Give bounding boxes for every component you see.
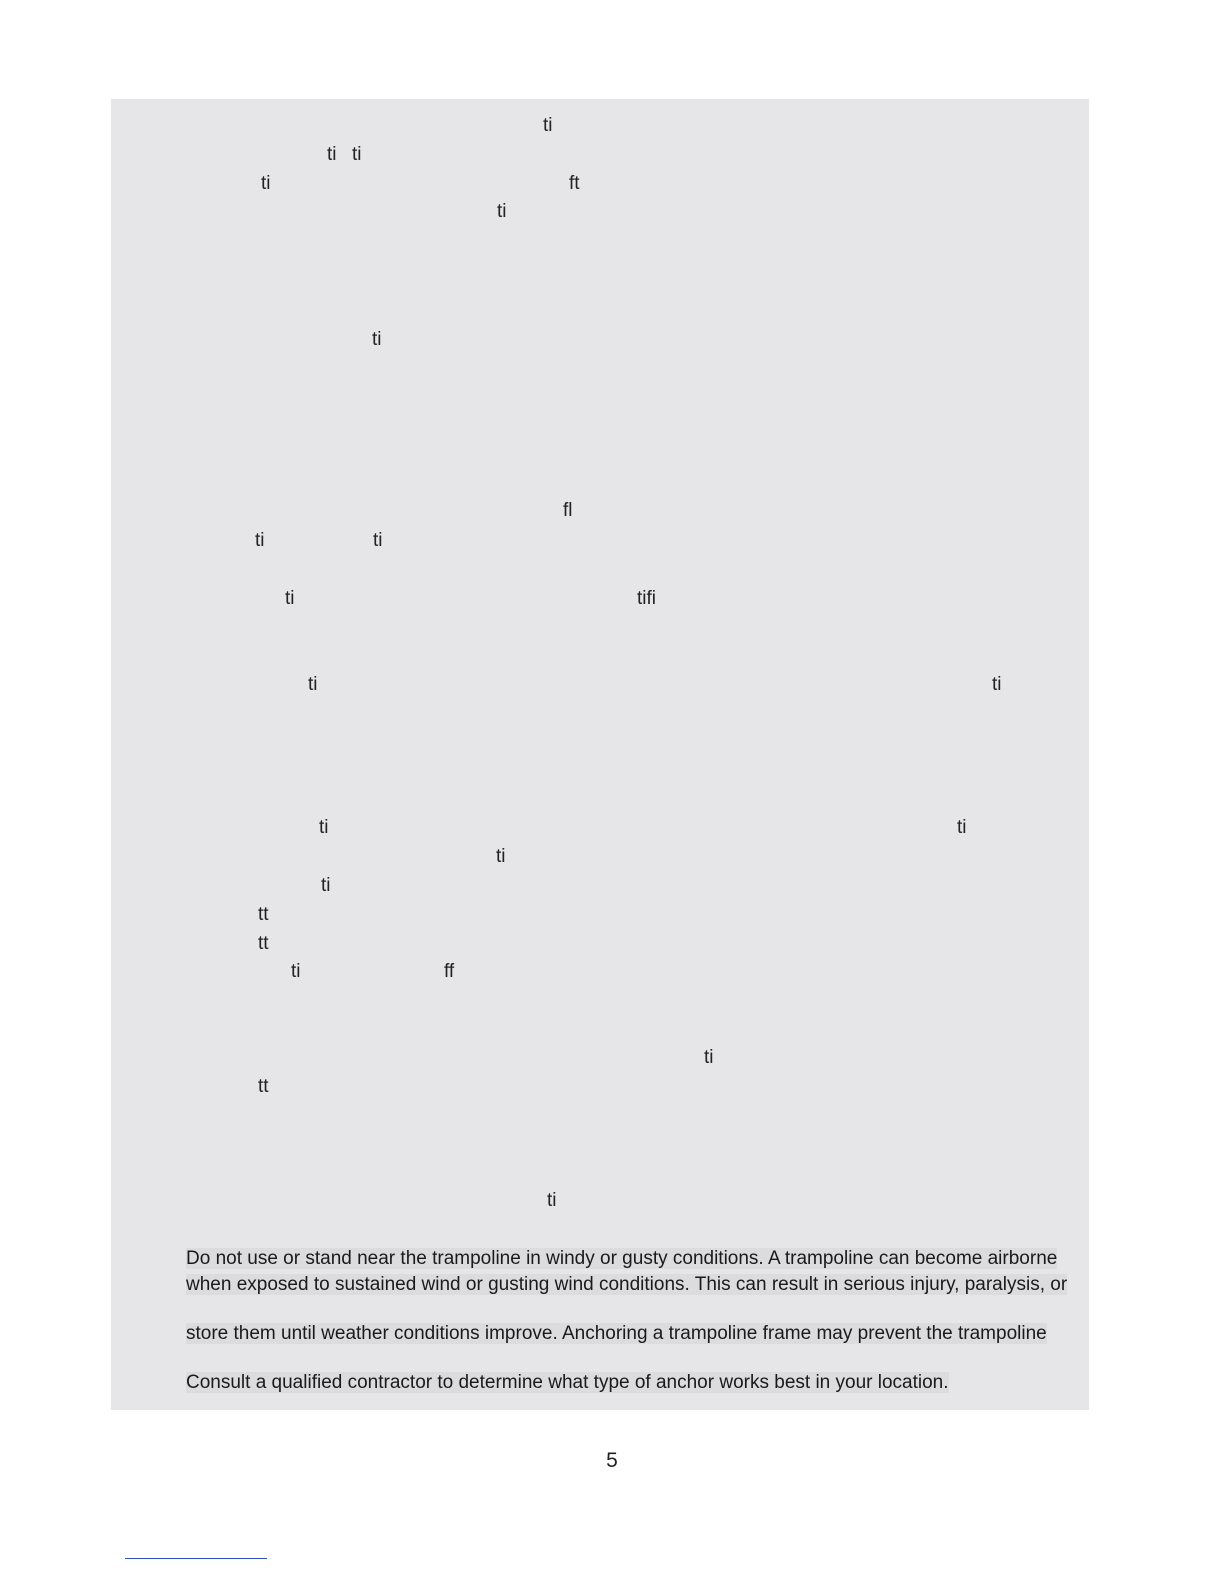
ligature-glyph: ff [444,961,455,982]
ligature-glyph: ti [352,144,362,165]
ligature-glyph: ti [319,817,329,838]
page-number: 5 [606,1449,618,1472]
wind-warning-text: Do not use or stand near the trampoline in windy or gusty conditions. A trampoline can become airborne [186,1248,1058,1269]
wind-warning-line [186,1324,1060,1343]
ligature-glyph: ti [372,329,382,350]
ligature-glyph: ti [497,201,507,222]
content-panel [111,99,1089,1410]
ligature-glyph: ti [308,674,318,695]
footnote-separator [125,1558,267,1559]
ligature-glyph: ft [569,173,580,194]
ligature-glyph: ti [373,530,383,551]
wind-warning-text: Consult a qualified contractor to determine what type of anchor works best in your location. [186,1372,949,1393]
ligature-glyph: ti [321,875,331,896]
ligature-glyph: ti [327,144,337,165]
ligature-glyph: ti [543,115,553,136]
ligature-glyph: tt [258,1076,269,1097]
ligature-glyph: tt [258,933,269,954]
wind-warning-line [186,1373,1060,1392]
ligature-glyph: fl [563,500,573,521]
ligature-glyph: tifi [637,588,656,609]
wind-warning-text: when exposed to sustained wind or gusting wind conditions. This can result in serious injury, paralysis, or [186,1274,1068,1295]
ligature-glyph: ti [957,817,967,838]
wind-warning-line [186,1274,1068,1295]
ligature-glyph: ti [992,674,1002,695]
ligature-glyph: ti [285,588,295,609]
ligature-glyph: ti [496,846,506,867]
ligature-glyph: ti [704,1047,714,1068]
ligature-glyph: ti [291,961,301,982]
ligature-glyph: tt [258,904,269,925]
wind-warning-line [186,1249,1060,1268]
ligature-glyph: ti [261,173,271,194]
wind-warning-text: store them until weather conditions improve. Anchoring a trampoline frame may prevent the trampoline [186,1323,1047,1344]
ligature-glyph: ti [547,1190,557,1211]
ligature-glyph: ti [255,530,265,551]
